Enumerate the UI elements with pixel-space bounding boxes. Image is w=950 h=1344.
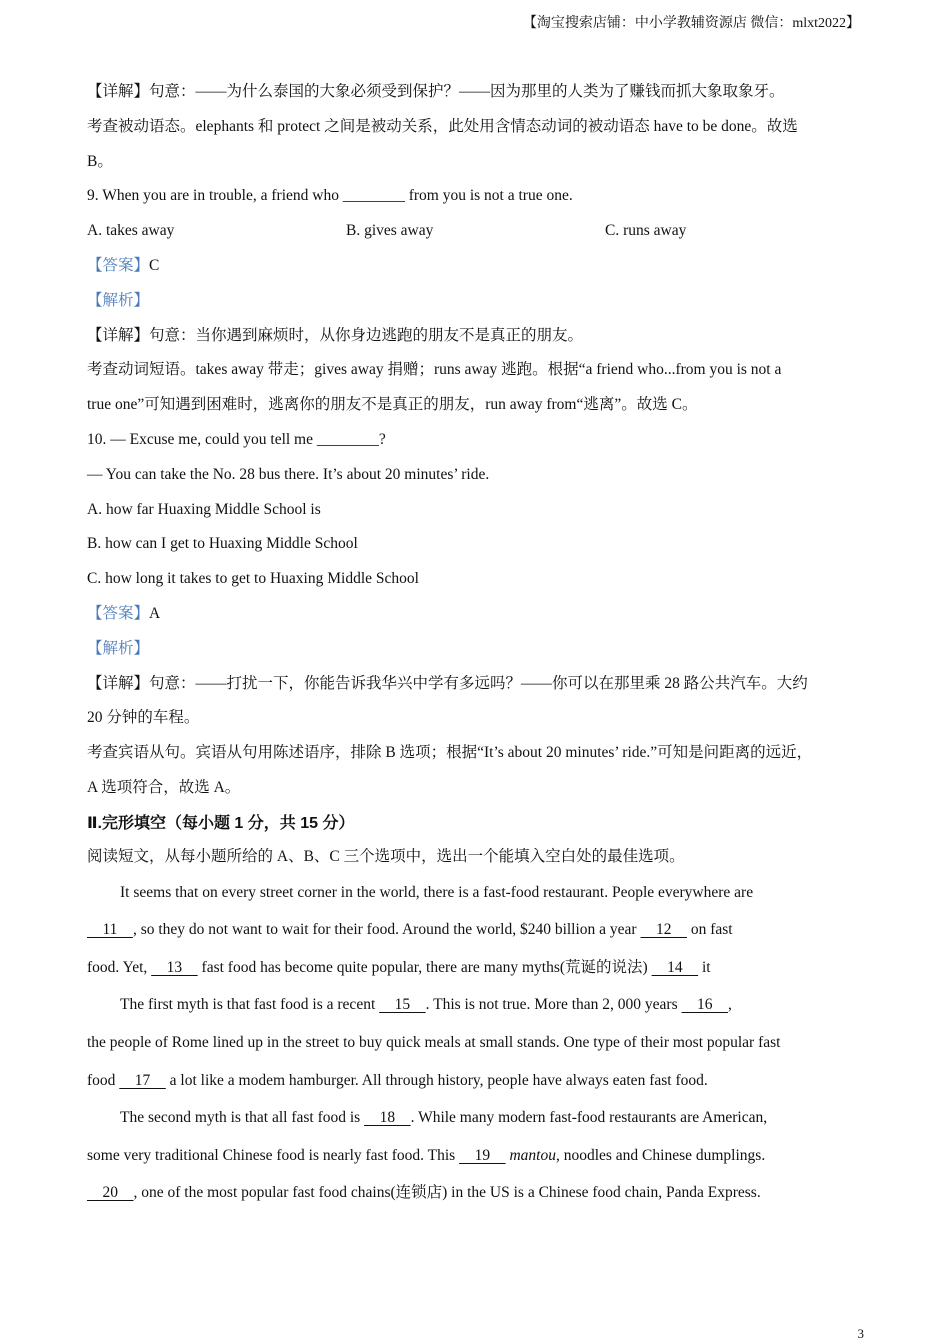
q9-answer	[87, 252, 872, 287]
q10-option-c: C. how long it takes to get to Huaxing Middle School	[87, 570, 419, 588]
blank-20: 20	[87, 1184, 134, 1202]
blank-16: 16	[681, 996, 728, 1014]
q10-detail-line1: 【详解】句意：——打扰一下，你能告诉我华兴中学有多远吗？——你可以在那里乘 28 路公共汽车。大约	[87, 674, 808, 692]
q9-option-c: C. runs away	[605, 222, 687, 240]
q8-detail-line2: 考查被动语态。elephants 和 protect 之间是被动关系，此处用含情态动词的被动语态 have to be done。故选	[87, 117, 798, 135]
q10-detail-line4: A 选项符合，故选 A。	[87, 778, 241, 796]
q10-detail-line3: 考查宾语从句。宾语从句用陈述语序，排除 B 选项；根据“It’s about 20 minutes’ ride.”可知是问距离的远近，	[87, 744, 813, 762]
q8-detail-line3: B。	[87, 152, 113, 170]
answer-tag: 【答案】	[87, 604, 150, 622]
page-number: 3	[857, 1326, 864, 1341]
section-instruction: 阅读短文，从每小题所给的 A、B、C 三个选项中，选出一个能填入空白处的最佳选项。	[87, 847, 685, 865]
q9-options	[87, 217, 872, 252]
q9-analysis-tag	[87, 287, 872, 322]
passage-line: the people of Rome lined up in the street to buy quick meals at small stands. One type of their most popular fast	[87, 1033, 781, 1051]
passage-line: The first myth is that fast food is a recent 15 . This is not true. More than 2, 000 years 16 ,	[120, 996, 732, 1014]
analysis-tag: 【解析】	[87, 639, 150, 657]
blank-19: 19	[459, 1146, 506, 1164]
q10-option-a: A. how far Huaxing Middle School is	[87, 500, 321, 518]
blank-14: 14	[651, 958, 699, 976]
blank-11: 11	[87, 921, 133, 939]
blank-13: 13	[151, 958, 198, 976]
page-header: 【淘宝搜索店铺：中小学教辅资源店 微信：mlxt2022】	[522, 16, 860, 31]
passage-line: It seems that on every street corner in the world, there is a fast-food restaurant. People everywhere are	[120, 883, 754, 901]
q9-option-a: A. takes away	[87, 222, 175, 240]
passage-line: 20 , one of the most popular fast food chains(连锁店) in the US is a Chinese food chain, Panda Express.	[87, 1184, 761, 1202]
italic-word: mantou	[509, 1146, 556, 1164]
section-title: Ⅱ.完形填空（每小题 1 分，共 15 分）	[87, 814, 355, 832]
q9-stem: 9. When you are in trouble, a friend who ________ from you is not a true one.	[87, 187, 573, 205]
blank-15: 15	[379, 996, 426, 1014]
q10-option-b: B. how can I get to Huaxing Middle School	[87, 535, 358, 553]
passage-line: The second myth is that all fast food is 18 . While many modern fast-food restaurants are American,	[120, 1109, 768, 1127]
blank-18: 18	[364, 1109, 411, 1127]
q10-answer-value: A	[149, 604, 161, 622]
q9-answer-value: C	[149, 256, 160, 274]
q10-answer	[87, 600, 872, 635]
q9-detail-line3: true one”可知遇到困难时，逃离你的朋友不是真正的朋友，run away from“逃离”。故选 C。	[87, 396, 698, 414]
passage-line: 11 , so they do not want to wait for their food. Around the world, $240 billion a year 12 on fast	[87, 921, 733, 939]
passage-line: food. Yet, 13 fast food has become quite popular, there are many myths(荒诞的说法) 14 it	[87, 958, 711, 976]
q10-stem: 10. — Excuse me, could you tell me ________?	[87, 430, 386, 448]
answer-tag: 【答案】	[87, 256, 150, 274]
blank-17: 17	[119, 1071, 166, 1089]
passage-line: food 17 a lot like a modem hamburger. All through history, people have always eaten fast food.	[87, 1071, 708, 1089]
analysis-tag: 【解析】	[87, 291, 150, 309]
blank-12: 12	[640, 921, 687, 939]
q9-detail-line1: 【详解】句意：当你遇到麻烦时，从你身边逃跑的朋友不是真正的朋友。	[87, 326, 584, 344]
q9-detail-line2: 考查动词短语。takes away 带走；gives away 捐赠；runs away 逃跑。根据“a friend who...from you is not a	[87, 361, 782, 379]
q8-detail-line1: 【详解】句意：——为什么泰国的大象必须受到保护？——因为那里的人类为了赚钱而抓大象取象牙。	[87, 83, 785, 100]
q9-option-b: B. gives away	[346, 222, 434, 240]
q10-reply: — You can take the No. 28 bus there. It’s about 20 minutes’ ride.	[87, 465, 490, 483]
document-body	[87, 78, 872, 1216]
q10-detail-line2: 20 分钟的车程。	[87, 709, 200, 727]
q10-analysis-tag	[87, 635, 872, 670]
passage-line: some very traditional Chinese food is nearly fast food. This 19 mantou, noodles and Chinese dumplings.	[87, 1146, 766, 1164]
